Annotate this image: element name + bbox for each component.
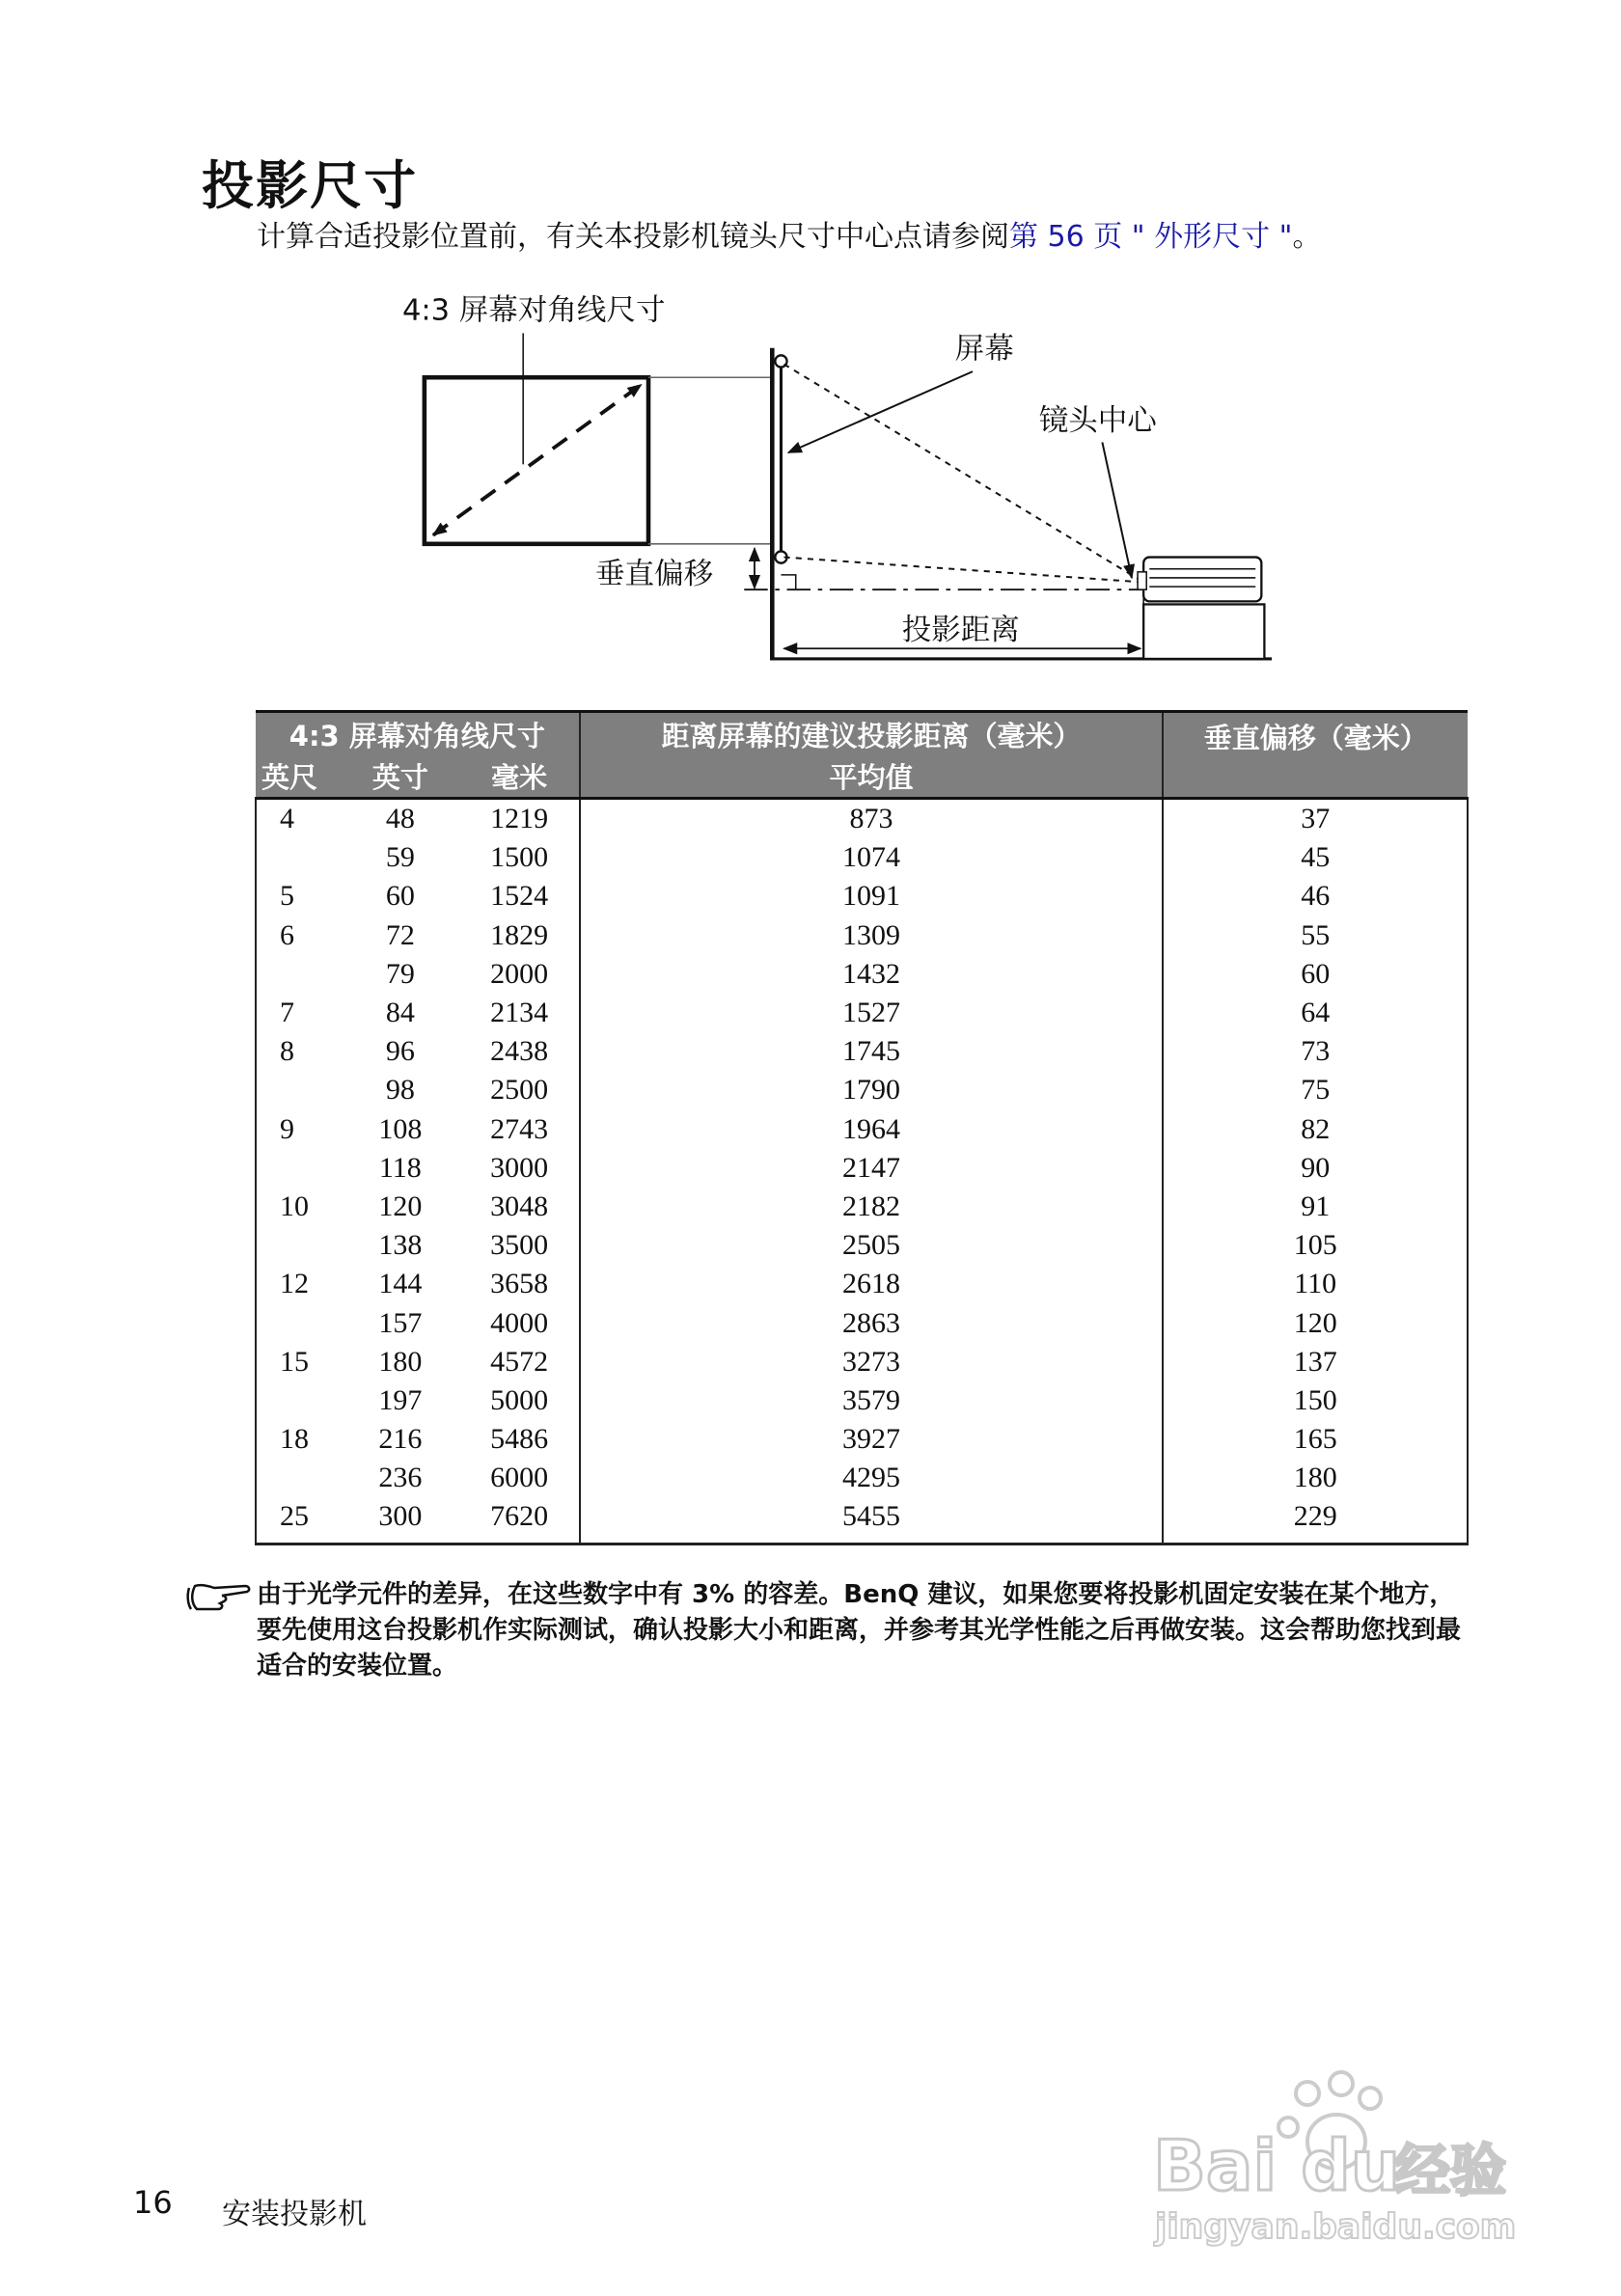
table-row bbox=[256, 1110, 1468, 1149]
cell-inches: 72 bbox=[385, 918, 415, 951]
cell-inches: 120 bbox=[378, 1189, 423, 1222]
cell-vertical-offset: 105 bbox=[1163, 1226, 1468, 1265]
svg-text:经验: 经验 bbox=[1394, 2138, 1507, 2203]
cell-inches: 59 bbox=[385, 841, 415, 874]
cell-feet: 7 bbox=[256, 994, 341, 1032]
cell-avg-distance: 4295 bbox=[580, 1459, 1164, 1497]
cell-inches: 79 bbox=[385, 957, 415, 990]
baidu-watermark bbox=[1153, 2055, 1539, 2252]
diagonal-size-label: 4:3 屏幕对角线尺寸 bbox=[401, 293, 666, 328]
table-row bbox=[256, 1071, 1468, 1109]
cell-inches: 96 bbox=[385, 1035, 415, 1068]
header-distance: 距离屏幕的建议投影距离（毫米） bbox=[580, 712, 1164, 756]
table-row bbox=[256, 877, 1468, 916]
cell-mm: 3048 bbox=[460, 1188, 580, 1226]
cell-feet bbox=[256, 955, 341, 994]
cell-vertical-offset: 180 bbox=[1163, 1459, 1468, 1497]
cell-inches: 216 bbox=[378, 1423, 423, 1456]
header-diagonal: 4:3 屏幕对角线尺寸 bbox=[256, 712, 580, 756]
cell-avg-distance: 2863 bbox=[580, 1303, 1164, 1342]
cell-mm: 2743 bbox=[460, 1110, 580, 1149]
cell-vertical-offset: 82 bbox=[1163, 1110, 1468, 1149]
cell-vertical-offset: 60 bbox=[1163, 955, 1468, 994]
screen-label: 屏幕 bbox=[954, 332, 1014, 367]
lens-center-pointer-arrow bbox=[1102, 442, 1132, 578]
cell-inches: 98 bbox=[385, 1074, 415, 1107]
cell-vertical-offset: 55 bbox=[1163, 916, 1468, 955]
table-row bbox=[256, 1343, 1468, 1381]
cell-avg-distance: 1309 bbox=[580, 916, 1164, 955]
header-mm: 毫米 bbox=[460, 755, 580, 799]
cell-avg-distance: 2147 bbox=[580, 1149, 1164, 1188]
cell-vertical-offset: 150 bbox=[1163, 1381, 1468, 1420]
projection-size-table bbox=[255, 710, 1469, 1545]
table-row bbox=[256, 1459, 1468, 1497]
cell-vertical-offset: 165 bbox=[1163, 1420, 1468, 1459]
table-row bbox=[256, 1420, 1468, 1459]
cell-mm: 2134 bbox=[460, 994, 580, 1032]
table-row bbox=[256, 1303, 1468, 1342]
cell-feet bbox=[256, 1381, 341, 1420]
cell-inches: 118 bbox=[378, 1151, 422, 1184]
cell-avg-distance: 873 bbox=[580, 799, 1164, 839]
cell-vertical-offset: 37 bbox=[1163, 799, 1468, 839]
cell-feet bbox=[256, 1071, 341, 1109]
cell-vertical-offset: 90 bbox=[1163, 1149, 1468, 1188]
cell-avg-distance: 1432 bbox=[580, 955, 1164, 994]
header-average: 平均值 bbox=[580, 755, 1164, 799]
cell-mm: 4572 bbox=[460, 1343, 580, 1381]
cell-avg-distance: 3273 bbox=[580, 1343, 1164, 1381]
table-row bbox=[256, 1149, 1468, 1188]
table-row bbox=[256, 955, 1468, 994]
cell-inches: 84 bbox=[385, 997, 415, 1029]
cell-feet: 10 bbox=[256, 1188, 341, 1226]
cell-inches: 236 bbox=[378, 1462, 423, 1494]
projection-ray-bottom bbox=[784, 558, 1144, 583]
cell-mm: 2000 bbox=[460, 955, 580, 994]
cell-avg-distance: 3579 bbox=[580, 1381, 1164, 1420]
cell-feet: 25 bbox=[256, 1497, 341, 1544]
cell-feet: 8 bbox=[256, 1032, 341, 1071]
table-row bbox=[256, 1188, 1468, 1226]
cell-feet bbox=[256, 1226, 341, 1265]
cell-inches: 144 bbox=[378, 1268, 423, 1300]
cell-feet: 18 bbox=[256, 1420, 341, 1459]
cell-mm: 3500 bbox=[460, 1226, 580, 1265]
header-inches: 英寸 bbox=[341, 755, 460, 799]
cell-feet: 5 bbox=[256, 877, 341, 916]
cell-mm: 6000 bbox=[460, 1459, 580, 1497]
cell-avg-distance: 1964 bbox=[580, 1110, 1164, 1149]
distance-label: 投影距离 bbox=[901, 614, 1020, 648]
table-row bbox=[256, 1497, 1468, 1544]
cell-mm: 1524 bbox=[460, 877, 580, 916]
cell-avg-distance: 5455 bbox=[580, 1497, 1164, 1544]
cell-mm: 7620 bbox=[460, 1497, 580, 1544]
table-row bbox=[256, 1032, 1468, 1071]
cell-feet bbox=[256, 1459, 341, 1497]
table-row bbox=[256, 799, 1468, 839]
cell-feet: 12 bbox=[256, 1265, 341, 1303]
table-row bbox=[256, 916, 1468, 955]
cell-inches: 180 bbox=[378, 1345, 423, 1378]
intro-text: 计算合适投影位置前，有关本投影机镜头尺寸中心点请参阅 bbox=[257, 220, 1009, 254]
table-row bbox=[256, 994, 1468, 1032]
cell-avg-distance: 1074 bbox=[580, 838, 1164, 877]
cell-mm: 1829 bbox=[460, 916, 580, 955]
cell-vertical-offset: 91 bbox=[1163, 1188, 1468, 1226]
cell-mm: 3658 bbox=[460, 1265, 580, 1303]
projector-stand bbox=[1143, 604, 1264, 659]
cell-avg-distance: 2182 bbox=[580, 1188, 1164, 1226]
cell-feet: 6 bbox=[256, 916, 341, 955]
cell-vertical-offset: 120 bbox=[1163, 1303, 1468, 1342]
cell-inches: 60 bbox=[385, 880, 415, 913]
projector-icon bbox=[1138, 558, 1261, 602]
cell-feet bbox=[256, 1149, 341, 1188]
svg-text:jingyan.baidu.com: jingyan.baidu.com bbox=[1155, 2207, 1517, 2247]
cell-inches: 138 bbox=[378, 1229, 423, 1262]
cell-mm: 2500 bbox=[460, 1071, 580, 1109]
cell-avg-distance: 2505 bbox=[580, 1226, 1164, 1265]
intro-end: 。 bbox=[1292, 220, 1322, 254]
tolerance-note: 由于光学元件的差异，在这些数字中有 3% 的容差。BenQ 建议，如果您要将投影机固定安装在某个地方，要先使用这台投影机作实际测试，确认投影大小和距离，并参考其光学性能之后再做安装。这会帮助您找到最适合的安装位置。 bbox=[257, 1580, 1462, 1681]
cell-mm: 5000 bbox=[460, 1381, 580, 1420]
cell-mm: 1500 bbox=[460, 838, 580, 877]
cell-feet bbox=[256, 838, 341, 877]
cell-feet: 9 bbox=[256, 1110, 341, 1149]
page-reference-link[interactable]: 第 56 页 " 外形尺寸 " bbox=[1009, 220, 1293, 254]
table-row bbox=[256, 1381, 1468, 1420]
diagonal-dashed-arrow bbox=[433, 385, 641, 535]
cell-vertical-offset: 46 bbox=[1163, 877, 1468, 916]
cell-feet bbox=[256, 1303, 341, 1342]
cell-avg-distance: 1091 bbox=[580, 877, 1164, 916]
cell-vertical-offset: 137 bbox=[1163, 1343, 1468, 1381]
cell-vertical-offset: 110 bbox=[1163, 1265, 1468, 1303]
page-number: 16 bbox=[133, 2184, 173, 2221]
cell-feet: 15 bbox=[256, 1343, 341, 1381]
header-feet: 英尺 bbox=[256, 755, 341, 799]
cell-mm: 3000 bbox=[460, 1149, 580, 1188]
cell-inches: 300 bbox=[341, 1497, 460, 1544]
cell-avg-distance: 3927 bbox=[580, 1420, 1164, 1459]
table-row bbox=[256, 838, 1468, 877]
section-title: 安装投影机 bbox=[222, 2198, 367, 2231]
svg-text:Bai du: Bai du bbox=[1153, 2125, 1401, 2206]
cell-mm: 1219 bbox=[460, 799, 580, 839]
right-angle-mark bbox=[781, 575, 795, 589]
cell-avg-distance: 1527 bbox=[580, 994, 1164, 1032]
cell-mm: 4000 bbox=[460, 1303, 580, 1342]
cell-vertical-offset: 45 bbox=[1163, 838, 1468, 877]
pointing-hand-icon bbox=[185, 1580, 253, 1617]
cell-inches: 48 bbox=[385, 803, 415, 835]
cell-avg-distance: 1745 bbox=[580, 1032, 1164, 1071]
cell-feet: 4 bbox=[256, 799, 341, 839]
cell-inches: 108 bbox=[378, 1112, 423, 1145]
cell-vertical-offset: 73 bbox=[1163, 1032, 1468, 1071]
page-title: 投影尺寸 bbox=[202, 155, 418, 216]
cell-vertical-offset: 229 bbox=[1163, 1497, 1468, 1544]
cell-inches: 157 bbox=[378, 1306, 423, 1339]
cell-vertical-offset: 75 bbox=[1163, 1071, 1468, 1109]
cell-mm: 5486 bbox=[460, 1420, 580, 1459]
projection-ray-top bbox=[784, 364, 1144, 582]
table-row bbox=[256, 1265, 1468, 1303]
lens-center-label: 镜头中心 bbox=[1038, 404, 1157, 439]
cell-avg-distance: 1790 bbox=[580, 1071, 1164, 1109]
cell-avg-distance: 2618 bbox=[580, 1265, 1164, 1303]
cell-mm: 2438 bbox=[460, 1032, 580, 1071]
header-offset: 垂直偏移（毫米） bbox=[1163, 712, 1468, 799]
cell-inches: 197 bbox=[378, 1383, 423, 1416]
table-row bbox=[256, 1226, 1468, 1265]
vertical-offset-label: 垂直偏移 bbox=[595, 558, 714, 592]
cell-vertical-offset: 64 bbox=[1163, 994, 1468, 1032]
